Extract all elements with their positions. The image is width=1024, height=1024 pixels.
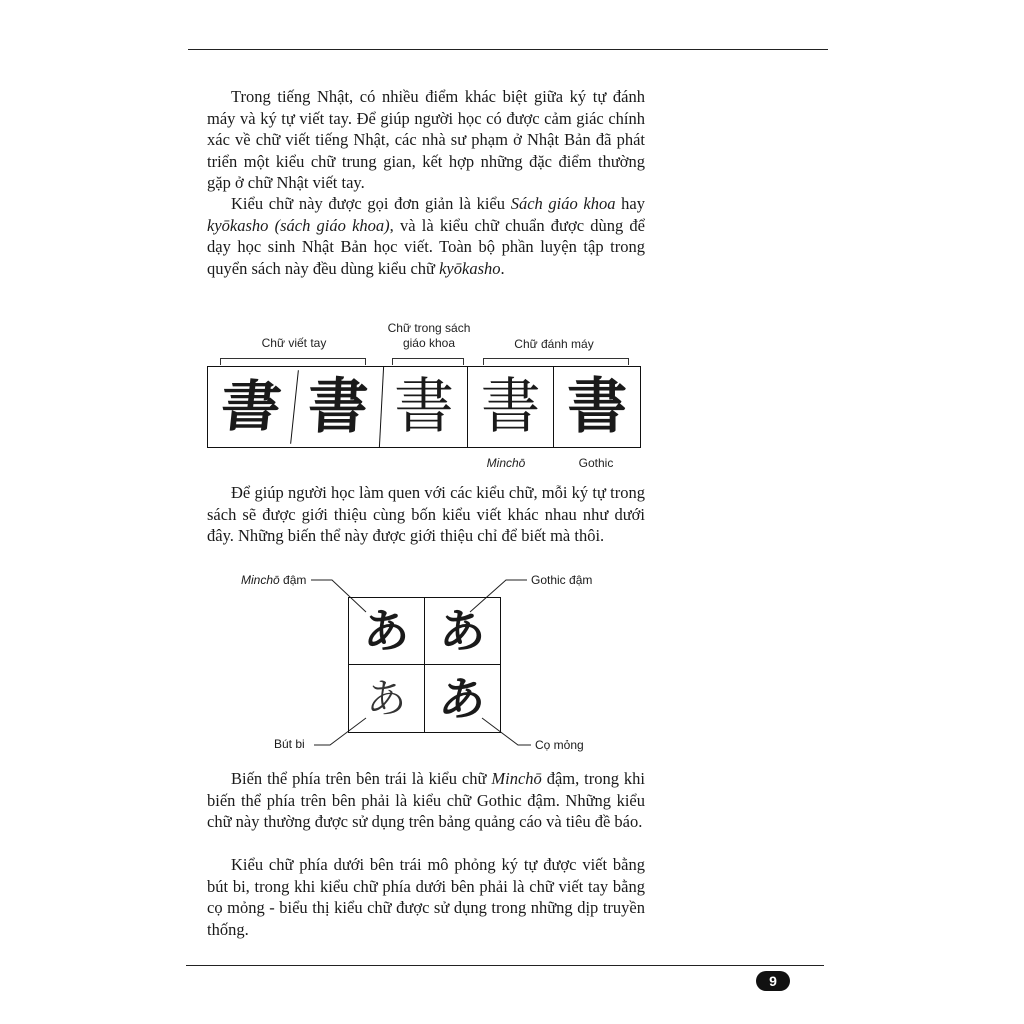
p4-text-c: đậm, trong khi biến thể phía trên bên phải là kiểu chữ Gothic đậm. Những kiểu chữ này thường được sử dụng trên bảng quảng cáo và tiêu đề báo. xyxy=(207,769,645,831)
page-number-badge: 9 xyxy=(756,971,790,991)
kana-mincho-bold: あ xyxy=(349,598,425,665)
kana-ballpoint: あ xyxy=(349,665,425,732)
figure1-label-typed: Chữ đánh máy xyxy=(514,337,594,351)
kanji-gothic: 書 xyxy=(567,372,628,442)
kana-brush: あ xyxy=(435,671,490,726)
p2-italic-kyokasho: kyōkasho xyxy=(439,258,501,278)
label-ballpoint: Bút bi xyxy=(274,737,305,751)
paragraph-variants-intro: Để giúp người học làm quen với các kiểu chữ, mỗi ký tự trong sách sẽ được giới thiệu cùng bốn kiểu viết khác nhau như dưới đây. Những biến thể này được giới thiệu chỉ để biết mà thôi. xyxy=(207,483,645,545)
figure1-label-mincho: Minchō xyxy=(486,456,526,470)
p4-italic-mincho: Minchō xyxy=(491,769,542,788)
label-gothic-bold: Gothic đậm xyxy=(531,573,593,587)
p2-text-e: , và là kiểu chữ chuẩn được dùng để dạy học sinh Nhật Bản học viết. Toàn bộ phần luyện tập trong quyển sách này đều dùng kiểu chữ xyxy=(207,215,645,278)
p2-text-g: . xyxy=(500,258,505,278)
label-mincho-bold-suffix: đậm xyxy=(279,573,307,587)
p2-text-a: Kiểu chữ này được gọi đơn giản là kiểu xyxy=(231,194,511,213)
paragraph-lower-variants: Kiểu chữ phía dưới bên trái mô phỏng ký tự được viết bằng bút bi, trong khi kiểu chữ phía dưới bên phải là chữ viết tay bằng cọ mỏng - biểu thị kiểu chữ được sử dụng trong những dịp truyền thống. xyxy=(207,855,645,939)
label-brush: Cọ mỏng xyxy=(535,738,584,752)
paragraph-upper-variants xyxy=(207,768,645,833)
kanji-handwritten-2: 書 xyxy=(292,367,383,447)
p4-text-a: Biến thể phía trên bên trái là kiểu chữ xyxy=(231,769,492,788)
figure1-label-handwritten: Chữ viết tay xyxy=(261,336,327,350)
paragraph-intro: Trong tiếng Nhật, có nhiều điểm khác biệt giữa ký tự đánh máy và ký tự viết tay. Để giúp người học có được cảm giác chính xác về chữ viết tiếng Nhật, các nhà sư phạm ở Nhật Bản đã phát triển một kiểu chữ trung gian, kết hợp những đặc điểm thường gặp ở chữ Nhật viết tay. xyxy=(207,87,645,192)
kana-style-grid xyxy=(348,597,501,733)
figure1-label-textbook: Chữ trong sách giáo khoa xyxy=(387,321,471,350)
kanji-handwritten-1: 書 xyxy=(204,370,298,444)
label-mincho-bold-italic: Minchō xyxy=(241,573,280,587)
p2-italic-kyokasho-gloss: kyōkasho (sách giáo khoa) xyxy=(207,215,390,235)
kanji-textbook: 書 xyxy=(381,367,468,447)
bottom-rule xyxy=(186,965,824,966)
kanji-mincho: 書 xyxy=(468,367,555,447)
figure1-label-gothic: Gothic xyxy=(578,456,614,470)
kana-gothic-bold: あ xyxy=(425,598,501,665)
p2-italic-sach-giao-khoa: Sách giáo khoa xyxy=(510,194,616,213)
p2-text-c: hay xyxy=(615,194,645,213)
